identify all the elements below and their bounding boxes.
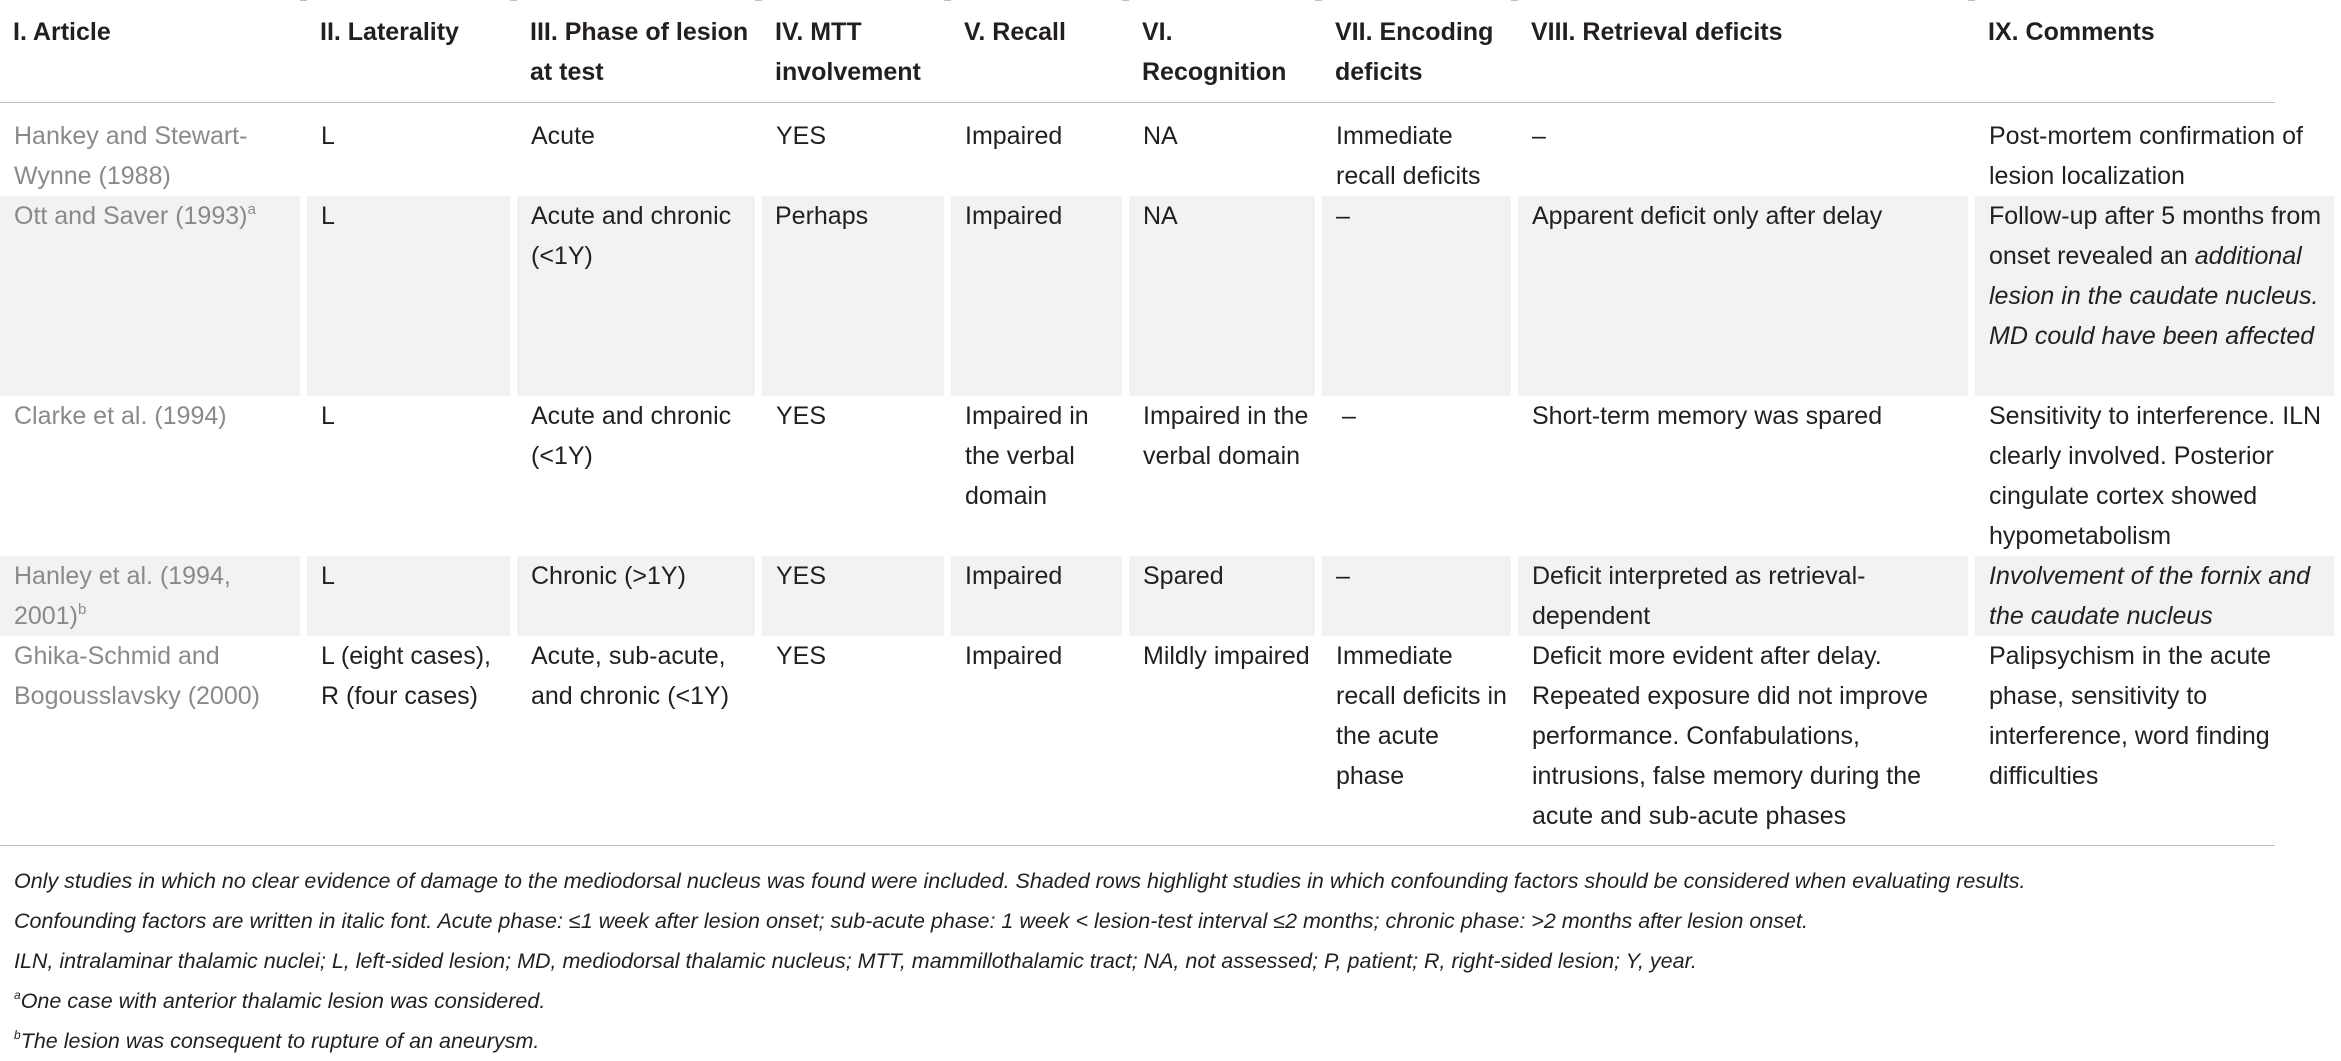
table-row [0, 196, 2334, 396]
cell-recognition: Mildly impaired [1143, 642, 1310, 670]
cell-retrieval: Deficit more evident after delay. Repeated exposure did not improve performance. Confabulations, intrusions, false memory during the acute and sub-acute phases [1532, 642, 1929, 830]
cell-encoding: Immediate recall deficits in the acute phase [1336, 642, 1507, 790]
table-row [0, 110, 2334, 196]
comments-text: Post-mortem confirmation of lesion localization [1989, 122, 2303, 190]
footnote-mark: a [247, 201, 256, 218]
cell-recall: Impaired in the verbal domain [965, 402, 1089, 510]
cell-retrieval: – [1532, 122, 1546, 150]
cell-mtt: YES [776, 122, 827, 150]
cell-mtt: YES [762, 556, 944, 636]
article-text: Hankey and Stewart-Wynne (1988) [14, 122, 248, 190]
header-laterality: II. Laterality [307, 0, 510, 94]
header-article: I. Article [0, 0, 300, 94]
table-row [0, 396, 2334, 556]
header-mtt: IV. MTT involvement [762, 0, 944, 94]
cell-phase: Acute, sub-acute, and chronic (<1Y) [531, 642, 730, 710]
article-text: Hanley et al. (1994, 2001) [14, 562, 231, 630]
article-text: Ghika-Schmid and Bogousslavsky (2000) [14, 642, 260, 710]
footnote-mark: b [77, 601, 87, 618]
cell-encoding: – [1322, 196, 1511, 396]
cell-phase: Acute and chronic (<1Y) [517, 196, 755, 396]
cell-recognition: Spared [1129, 556, 1315, 636]
note-line: Confounding factors are written in italic font. Acute phase: ≤1 week after lesion onset; sub-acute phase: 1 week < lesion-test interval ≤2 months; chronic phase: >2 months after lesion onset. [14, 909, 1808, 933]
table-row [0, 636, 2334, 836]
footnote-mark: a [14, 988, 21, 1002]
cell-laterality: L [321, 122, 335, 150]
header-row [0, 0, 2334, 94]
confounding-text: Involvement of the fornix and the caudate nucleus [1989, 562, 2311, 630]
footnote-b [14, 1021, 2279, 1061]
header-comments: IX. Comments [1975, 0, 2334, 94]
comments-text: Follow-up after 5 months from onset revealed an [1989, 202, 2322, 270]
cell-phase: Acute [531, 122, 595, 150]
confounding-text: additional lesion in the caudate nucleus. MD could have been affected [1989, 242, 2319, 350]
footnote-text: The lesion was consequent to rupture of an aneurysm. [20, 1029, 540, 1053]
cell-recall: Impaired [965, 122, 1063, 150]
cell-recall: Impaired [951, 556, 1122, 636]
cell-mtt: YES [776, 642, 827, 670]
cell-comments [1975, 110, 2334, 196]
cell-encoding: Immediate recall deficits [1336, 122, 1481, 190]
abbreviations-line: ILN, intralaminar thalamic nuclei; L, left-sided lesion; MD, mediodorsal thalamic nucleus; MTT, mammillothalamic tract; NA, not assessed; P, patient; R, right-sided lesion; Y, year. [14, 949, 1697, 973]
cell-encoding: – [1342, 402, 1356, 430]
cell-laterality: L [307, 196, 510, 396]
cell-laterality: L (eight cases), R (four cases) [321, 642, 491, 710]
cell-article [0, 636, 300, 836]
cell-article [0, 556, 300, 636]
cell-recognition: NA [1143, 122, 1178, 150]
cell-comments [1975, 196, 2334, 396]
comments-text: Sensitivity to interference. ILN clearly involved. Posterior cingulate cortex showed hypometabolism [1989, 402, 2322, 550]
cell-phase: Chronic (>1Y) [517, 556, 755, 636]
cell-recognition: Impaired in the verbal domain [1143, 402, 1309, 470]
cell-recall: Impaired [965, 642, 1063, 670]
cell-article [0, 110, 300, 196]
cell-retrieval: Short-term memory was spared [1532, 402, 1883, 430]
cell-comments [1975, 636, 2334, 836]
cell-recognition: NA [1129, 196, 1315, 396]
article-text: Ott and Saver (1993) [14, 202, 248, 230]
footnote-a [14, 981, 2279, 1021]
cell-laterality: L [307, 556, 510, 636]
table-notes [14, 861, 2279, 1061]
article-text: Clarke et al. (1994) [14, 402, 227, 430]
cell-encoding: – [1322, 556, 1511, 636]
cell-retrieval: Apparent deficit only after delay [1518, 196, 1968, 396]
cell-comments [1975, 556, 2334, 636]
header-recall: V. Recall [951, 0, 1122, 94]
cell-phase: Acute and chronic (<1Y) [531, 402, 732, 470]
cell-laterality: L [321, 402, 335, 430]
table-row [0, 556, 2334, 636]
cell-recall: Impaired [951, 196, 1122, 396]
bottom-rule [0, 845, 2275, 846]
header-encoding: VII. Encoding deficits [1322, 0, 1511, 94]
cell-comments [1975, 396, 2334, 556]
cell-article [0, 196, 300, 396]
header-recognition: VI. Recognition [1129, 0, 1315, 94]
cell-mtt: Perhaps [762, 196, 944, 396]
header-retrieval: VIII. Retrieval deficits [1518, 0, 1968, 94]
cell-retrieval: Deficit interpreted as retrieval-dependent [1518, 556, 1968, 636]
cell-mtt: YES [776, 402, 827, 430]
comments-text: Palipsychism in the acute phase, sensitivity to interference, word finding difficulties [1989, 642, 2272, 790]
cell-article [0, 396, 300, 556]
header-phase: III. Phase of lesion at test [517, 0, 755, 94]
note-line: Only studies in which no clear evidence of damage to the mediodorsal nucleus was found were included. Shaded rows highlight studies in which confounding factors should be considered when evaluating results. [14, 869, 2026, 893]
footnote-text: One case with anterior thalamic lesion was considered. [20, 989, 546, 1013]
footnote-mark: b [14, 1028, 21, 1042]
